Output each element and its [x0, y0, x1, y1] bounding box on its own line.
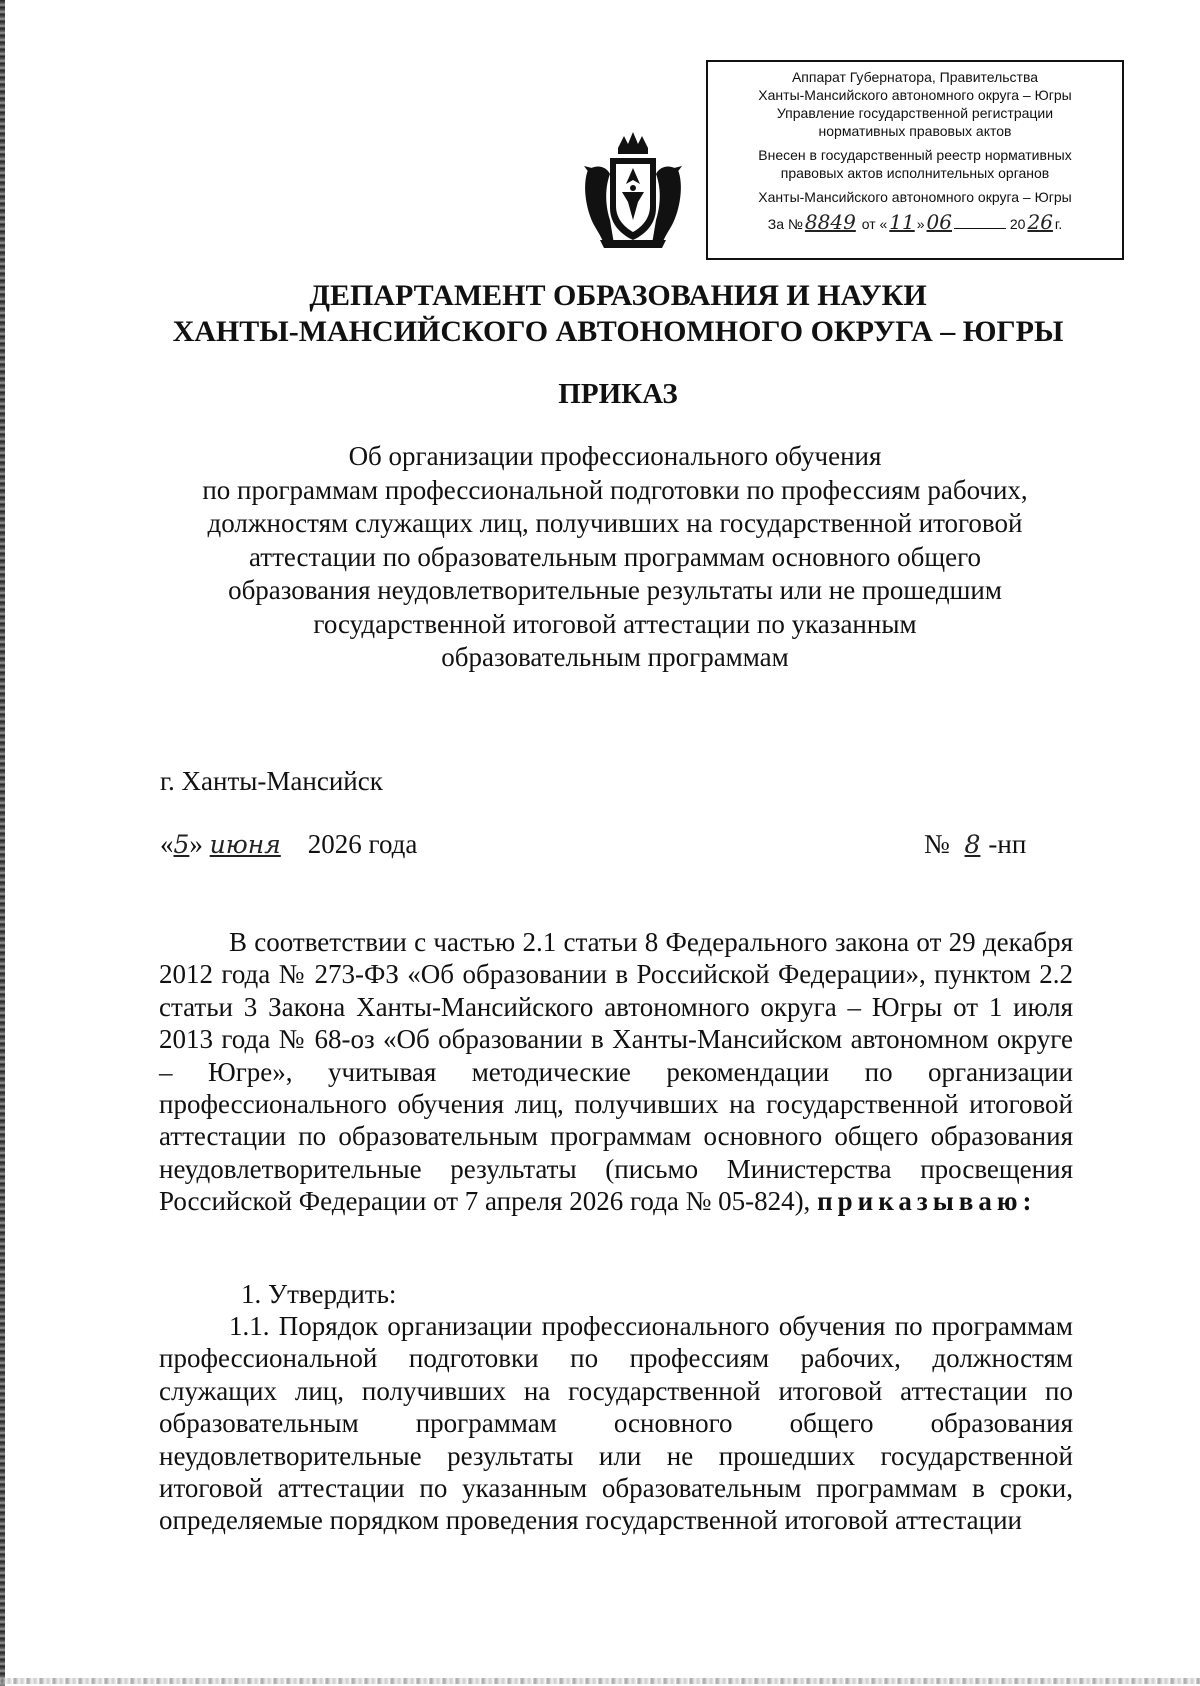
item-1 — [159, 1278, 1073, 1310]
subject-line: государственной итоговой аттестации по указанным — [313, 608, 917, 639]
place-of-issue: г. Ханты-Мансийск — [160, 766, 383, 796]
subject-line: образования неудовлетворительные результаты или не прошедшим — [228, 575, 1002, 605]
preamble-paragraph — [159, 926, 1073, 1218]
stamp-line: Ханты-Мансийского автономного округа – Югры — [758, 189, 1072, 205]
coat-of-arms-emblem — [580, 130, 686, 250]
order-word: приказываю: — [817, 1186, 1037, 1217]
stamp-reg-year: 26 — [1027, 210, 1053, 234]
stamp-reg-number: 8849 — [804, 210, 856, 234]
subject-line: аттестации по образовательным программам основного общего — [248, 541, 982, 572]
order-number — [924, 829, 1026, 860]
number-prefix: № — [924, 829, 950, 859]
document-type-title: ПРИКАЗ — [558, 378, 678, 410]
stamp-reg-day: 11 — [889, 210, 915, 234]
department-heading — [0, 278, 1200, 350]
stamp-reg-year-prefix: 20 — [1009, 216, 1026, 232]
stamp-line: правовых актов исполнительных органов — [780, 165, 1050, 181]
scan-bottom-edge — [0, 1678, 1200, 1684]
stamp-reg-mid: » — [916, 216, 925, 232]
date-open-quote: « — [160, 829, 174, 859]
item-1-text: 1. Утвердить: — [241, 1279, 397, 1309]
stamp-reg-suffix: г. — [1054, 216, 1063, 232]
scan-edge — [0, 0, 5, 1686]
stamp-registration-line — [708, 210, 1122, 234]
order-date — [160, 829, 417, 860]
item-1-1-text: 1.1. Порядок организации профессионального обучения по программам профессиональной подготовки по профессиям рабочих, должностям служащих лиц, получивших на государственной итоговой аттестации по образовательным программам основного общего образования неудовлетворительные результаты или не прошедших государственной итоговой аттестации по указанным образовательным программам в сроки, определяемые порядком проведения государственной итоговой аттестации — [159, 1311, 1073, 1536]
stamp-reg-from: от « — [861, 216, 888, 232]
subject-line: по программам профессиональной подготовки по профессиям рабочих, — [202, 474, 1028, 505]
stamp-line: Управление государственной регистрации — [776, 105, 1054, 121]
stamp-line: нормативных правовых актов — [818, 123, 1012, 139]
number-value: 8 — [964, 830, 981, 859]
department-line-2: ХАНТЫ-МАНСИЙСКОГО АВТОНОМНОГО ОКРУГА – ЮГРЫ — [172, 315, 1064, 348]
preamble-text: В соответствии с частью 2.1 статьи 8 Федерального закона от 29 декабря 2012 года № 273-ФЗ «Об образовании в Российской Федерации», пунктом 2.2 статьи 3 Закона Ханты-Мансийского автономного округа – Югры от 1 июля 2013 года № 68-оз «Об образовании в Ханты-Мансийском автономном округе – Югре», учитывая методические рекомендации по организации профессионального обучения лиц, получивших на государственной итоговой аттестации по образовательным программам основного общего образования неудовлетворительные результаты (письмо Министерства просвещения Российской Федерации от 7 апреля 2026 года № 05-824), — [159, 927, 1073, 1217]
date-day: 5 — [173, 830, 190, 859]
number-suffix: -нп — [988, 829, 1027, 859]
stamp-reg-month: 06 — [926, 210, 952, 234]
stamp-reg-prefix: За № — [767, 216, 803, 232]
registration-stamp — [706, 60, 1124, 260]
date-month: июня — [209, 830, 281, 859]
stamp-line: Аппарат Губернатора, Правительства — [791, 69, 1039, 85]
date-close-quote: » — [189, 829, 203, 859]
subject-line: образовательным программам — [441, 642, 789, 672]
subject-line: Об организации профессионального обучения — [348, 441, 882, 471]
item-1-1 — [159, 1310, 1073, 1537]
stamp-line: Внесен в государственный реестр нормативных — [758, 147, 1072, 163]
order-subject — [150, 440, 1080, 675]
department-line-1: ДЕПАРТАМЕНТ ОБРАЗОВАНИЯ И НАУКИ — [309, 279, 927, 312]
subject-line: должностям служащих лиц, получивших на государственной итоговой — [207, 508, 1023, 538]
stamp-line: Ханты-Мансийского автономного округа – Югры — [758, 87, 1072, 103]
date-year: 2026 года — [307, 829, 418, 859]
